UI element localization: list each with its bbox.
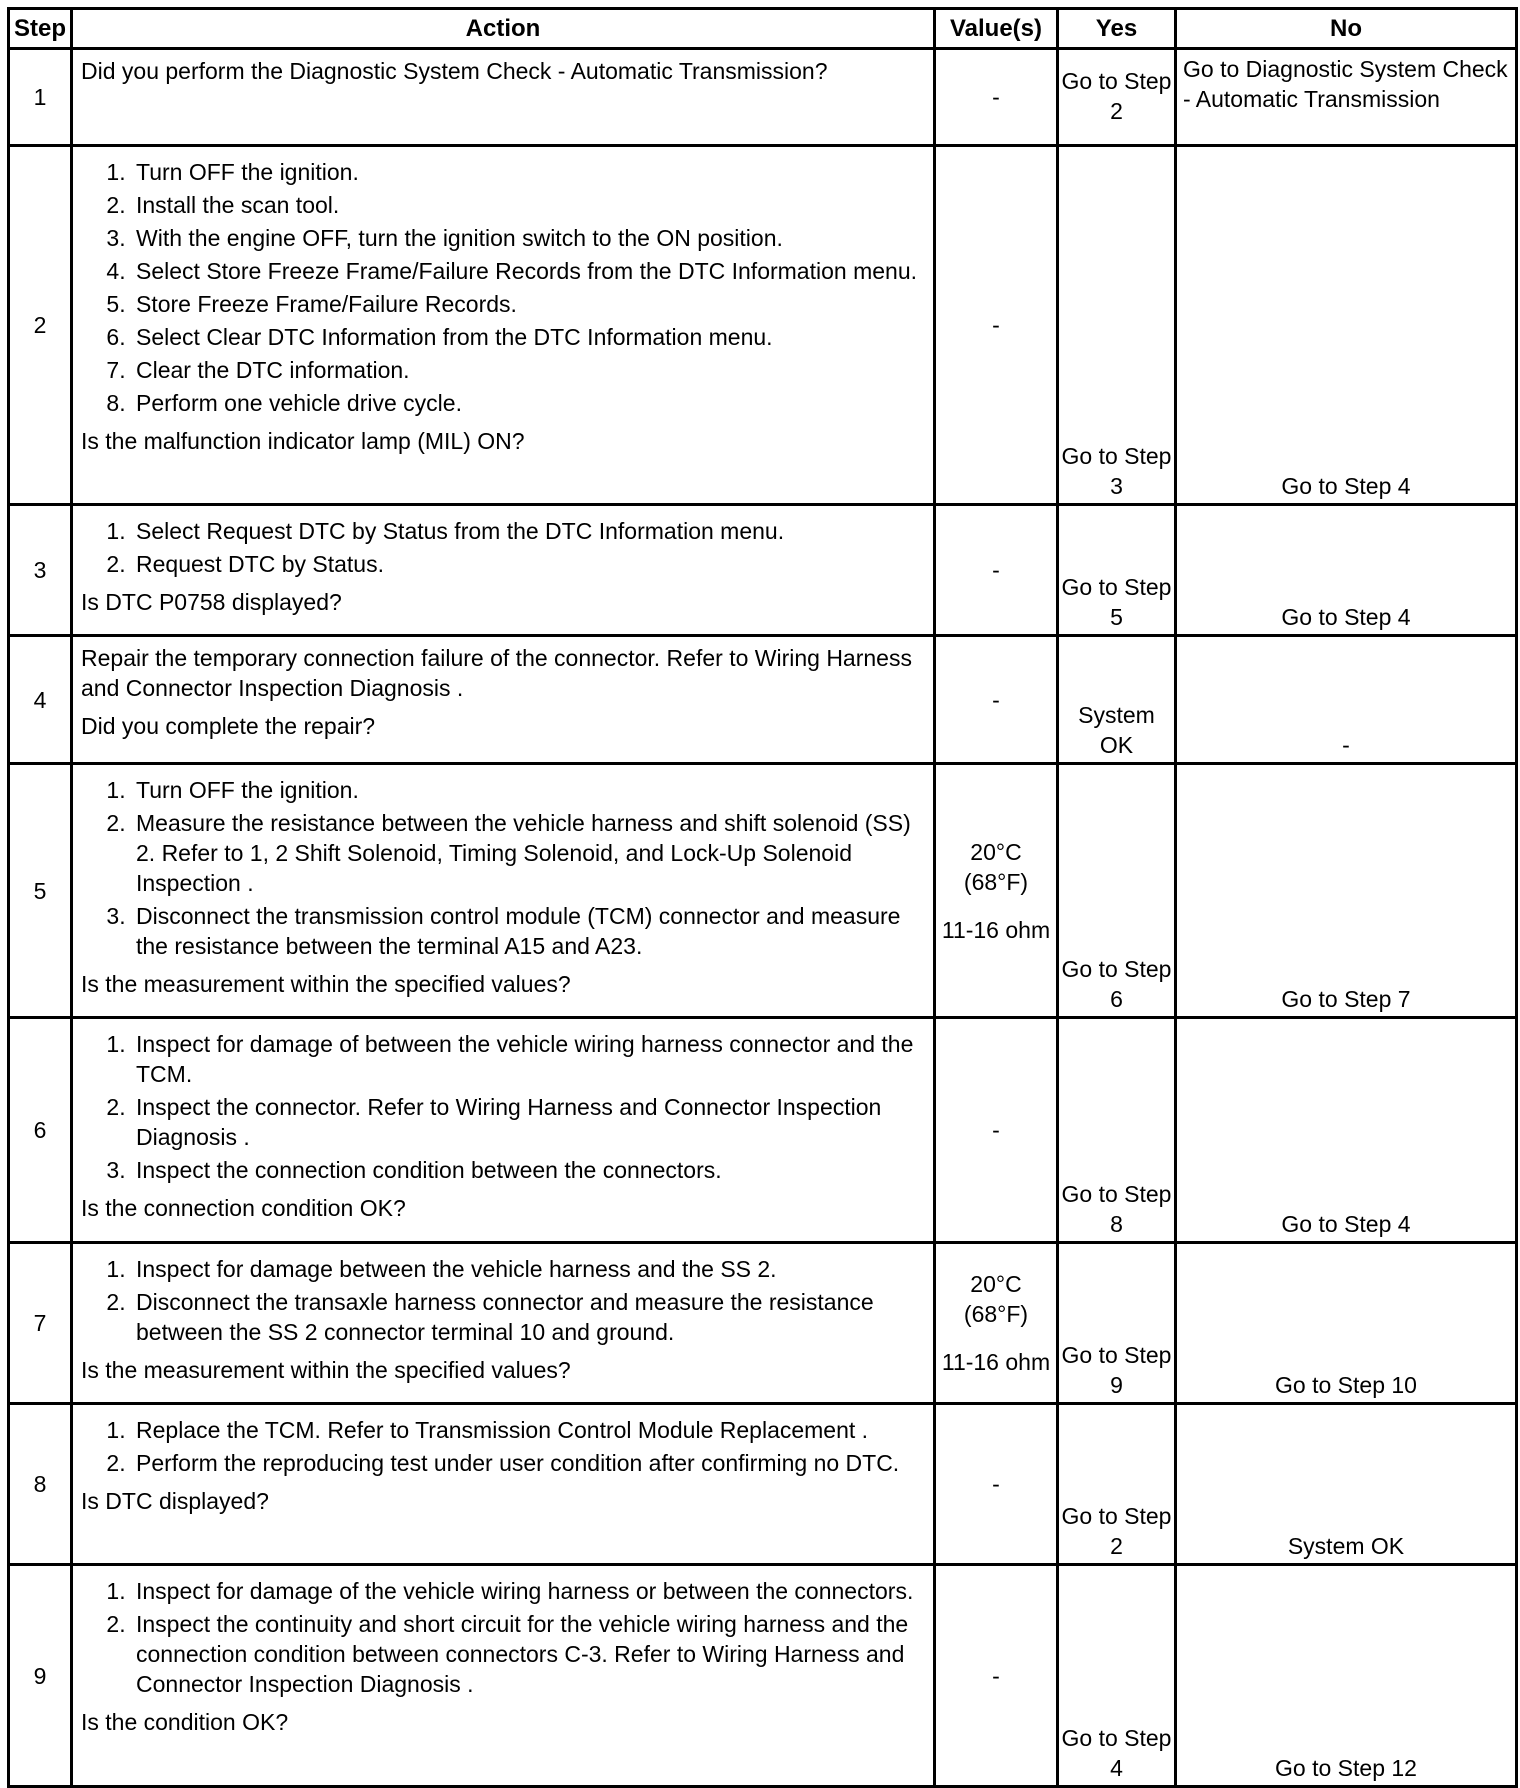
yes-cell: Go to Step 9: [1058, 1243, 1176, 1404]
no-cell: Go to Diagnostic System Check - Automatic Transmission: [1176, 49, 1517, 146]
header-values: Value(s): [935, 9, 1058, 49]
table-row: [9, 146, 1517, 505]
table-row: [9, 1243, 1517, 1404]
value-cell: -: [935, 636, 1058, 764]
action-question: Is the measurement within the specified values?: [81, 971, 571, 997]
action-item: 2. Measure the resistance between the vehicle harness and shift solenoid (SS) 2. Refer to 1, 2 Shift Solenoid, Timing Solenoid, and Lock-Up Solenoid Inspection .: [132, 808, 927, 898]
action-list: [81, 775, 927, 961]
yes-cell: Go to Step 5: [1058, 505, 1176, 636]
action-list: [81, 157, 927, 418]
no-cell: System OK: [1176, 1404, 1517, 1565]
action-item: 7. Clear the DTC information.: [132, 355, 927, 385]
yes-cell: Go to Step 2: [1058, 49, 1176, 146]
action-list: [81, 1029, 927, 1185]
action-item: 1. Turn OFF the ignition.: [132, 775, 927, 805]
step-number: 6: [9, 1018, 72, 1243]
action-item: 2. Disconnect the transaxle harness connector and measure the resistance between the SS 2 connector terminal 10 and ground.: [132, 1287, 927, 1347]
step-number: 8: [9, 1404, 72, 1565]
table-row: [9, 49, 1517, 146]
value-temp-celsius: 20°C: [970, 1271, 1022, 1297]
value-cell: -: [935, 49, 1058, 146]
action-question: Did you complete the repair?: [81, 713, 376, 739]
action-item: 1. Inspect for damage of the vehicle wiring harness or between the connectors.: [132, 1576, 927, 1606]
header-step: Step: [9, 9, 72, 49]
action-cell: [72, 146, 935, 505]
action-question: Is DTC P0758 displayed?: [81, 589, 342, 615]
value-cell: -: [935, 1404, 1058, 1565]
value-cell: -: [935, 1565, 1058, 1787]
step-number: 4: [9, 636, 72, 764]
yes-cell: System OK: [1058, 636, 1176, 764]
step-number: 1: [9, 49, 72, 146]
action-item: 3. With the engine OFF, turn the ignition switch to the ON position.: [132, 223, 927, 253]
action-item: 2. Request DTC by Status.: [132, 549, 927, 579]
action-text: Repair the temporary connection failure of the connector. Refer to Wiring Harness and Connector Inspection Diagnosis .: [81, 645, 912, 701]
action-question: Is the connection condition OK?: [81, 1195, 406, 1221]
action-cell: [72, 1243, 935, 1404]
header-no: No: [1176, 9, 1517, 49]
action-item: 2. Install the scan tool.: [132, 190, 927, 220]
header-row: [9, 9, 1517, 49]
header-yes: Yes: [1058, 9, 1176, 49]
action-item: 1. Inspect for damage between the vehicle harness and the SS 2.: [132, 1254, 927, 1284]
action-item: 5. Store Freeze Frame/Failure Records.: [132, 289, 927, 319]
action-cell: [72, 1565, 935, 1787]
value-temp-celsius: 20°C: [970, 838, 1022, 865]
action-list: [81, 1254, 927, 1347]
header-action: Action: [72, 9, 935, 49]
value-temp-fahrenheit: (68°F): [963, 868, 1029, 895]
action-question: Is the malfunction indicator lamp (MIL) ON?: [81, 428, 525, 454]
step-number: 2: [9, 146, 72, 505]
action-text: Did you perform the Diagnostic System Check - Automatic Transmission?: [81, 58, 828, 84]
table-row: [9, 1018, 1517, 1243]
table-row: [9, 505, 1517, 636]
value-cell: [935, 764, 1058, 1018]
step-number: 5: [9, 764, 72, 1018]
action-item: 1. Turn OFF the ignition.: [132, 157, 927, 187]
value-cell: -: [935, 505, 1058, 636]
value-cell: -: [935, 1018, 1058, 1243]
value-resistance: 11-16 ohm: [941, 916, 1051, 943]
no-cell: Go to Step 4: [1176, 1018, 1517, 1243]
no-cell: Go to Step 12: [1176, 1565, 1517, 1787]
value-temp-fahrenheit: (68°F): [963, 1301, 1029, 1327]
value-resistance: 11-16 ohm: [941, 1349, 1051, 1375]
yes-cell: Go to Step 6: [1058, 764, 1176, 1018]
action-question: Is DTC displayed?: [81, 1488, 269, 1514]
diagnostic-table: [7, 7, 1518, 1788]
action-question: Is the condition OK?: [81, 1709, 289, 1735]
action-item: 8. Perform one vehicle drive cycle.: [132, 388, 927, 418]
action-cell: [72, 1018, 935, 1243]
action-cell: [72, 49, 935, 146]
action-cell: [72, 1404, 935, 1565]
no-cell: Go to Step 4: [1176, 505, 1517, 636]
table-row: [9, 636, 1517, 764]
step-number: 7: [9, 1243, 72, 1404]
value-cell: -: [935, 146, 1058, 505]
action-item: 4. Select Store Freeze Frame/Failure Records from the DTC Information menu.: [132, 256, 927, 286]
action-item: 6. Select Clear DTC Information from the DTC Information menu.: [132, 322, 927, 352]
action-item: 1. Select Request DTC by Status from the DTC Information menu.: [132, 516, 927, 546]
step-number: 3: [9, 505, 72, 636]
yes-cell: Go to Step 4: [1058, 1565, 1176, 1787]
yes-cell: Go to Step 2: [1058, 1404, 1176, 1565]
no-cell: -: [1176, 636, 1517, 764]
table-row: [9, 1404, 1517, 1565]
action-cell: [72, 764, 935, 1018]
action-list: [81, 516, 927, 579]
action-item: 2. Inspect the continuity and short circuit for the vehicle wiring harness and the connection condition between connectors C-3. Refer to Wiring Harness and Connector Inspection Diagnosis .: [132, 1609, 927, 1699]
value-cell: [935, 1243, 1058, 1404]
step-number: 9: [9, 1565, 72, 1787]
yes-cell: Go to Step 8: [1058, 1018, 1176, 1243]
no-cell: Go to Step 4: [1176, 146, 1517, 505]
action-list: [81, 1576, 927, 1699]
action-cell: [72, 505, 935, 636]
action-item: 1. Inspect for damage of between the vehicle wiring harness connector and the TCM.: [132, 1029, 927, 1089]
action-item: 2. Perform the reproducing test under user condition after confirming no DTC.: [132, 1448, 927, 1478]
no-cell: Go to Step 10: [1176, 1243, 1517, 1404]
action-item: 2. Inspect the connector. Refer to Wiring Harness and Connector Inspection Diagnosis .: [132, 1092, 927, 1152]
action-question: Is the measurement within the specified values?: [81, 1357, 571, 1383]
table-row: [9, 764, 1517, 1018]
table-row: [9, 1565, 1517, 1787]
action-item: 1. Replace the TCM. Refer to Transmission Control Module Replacement .: [132, 1415, 927, 1445]
action-item: 3. Disconnect the transmission control module (TCM) connector and measure the resistance between the terminal A15 and A23.: [132, 901, 927, 961]
action-item: 3. Inspect the connection condition between the connectors.: [132, 1155, 927, 1185]
yes-cell: Go to Step 3: [1058, 146, 1176, 505]
action-list: [81, 1415, 927, 1478]
no-cell: Go to Step 7: [1176, 764, 1517, 1018]
action-cell: [72, 636, 935, 764]
